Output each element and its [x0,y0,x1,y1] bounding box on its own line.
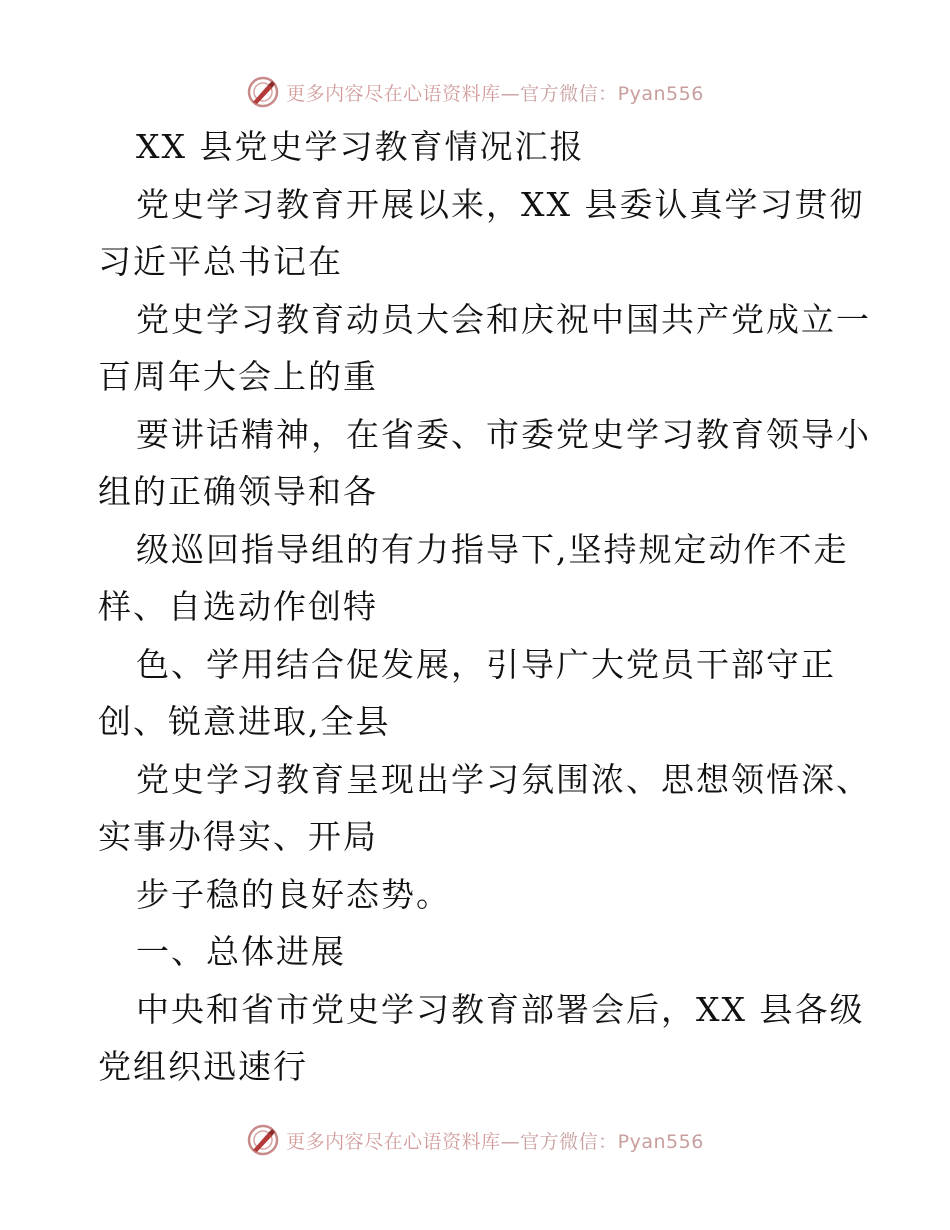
paragraph-line: 组的正确领导和各 [98,472,378,511]
watermark-contact: 官方微信：Pyan556 [520,1130,704,1153]
page-header [0,72,950,112]
document-title: XX 县党史学习教育情况汇报 [136,127,585,166]
watermark-separator: — [500,82,521,105]
watermark-brand: 更多内容尽在心语资料库 [286,1130,501,1153]
paragraph-line: 级巡回指导组的有力指导下,坚持规定动作不走 [136,529,849,569]
paragraph-line: 党史学习教育开展以来，XX 县委认真学习贯彻 [136,184,865,224]
watermark-brand: 更多内容尽在心语资料库 [286,82,501,105]
paragraph-line: 要讲话精神，在省委、市委党史学习教育领导小 [136,414,871,454]
paragraph-line: 党史学习教育呈现出学习氛围浓、思想领悟深、 [136,759,871,799]
paragraph-line: 百周年大会上的重 [98,357,378,396]
paragraph-line: 步子稳的良好态势。 [136,874,451,914]
watermark-contact: 官方微信：Pyan556 [520,82,704,105]
paragraph-line: 党史学习教育动员大会和庆祝中国共产党成立一 [136,299,871,339]
pen-logo-icon [246,75,280,109]
pen-logo-icon [246,1123,280,1157]
watermark-separator: — [500,1130,521,1153]
paragraph-line: 习近平总书记在 [98,242,343,281]
page-footer [0,1120,950,1160]
watermark-banner [246,1123,704,1157]
paragraph-line: 党组织迅速行 [98,1047,308,1086]
paragraph-line: 创、锐意进取,全县 [98,702,391,741]
section-heading: 一、总体进展 [136,932,346,971]
watermark-banner [246,75,704,109]
document-body [98,118,871,1096]
paragraph-line: 样、自选动作创特 [98,587,378,626]
paragraph-line: 实事办得实、开局 [98,817,378,856]
paragraph-line: 中央和省市党史学习教育部署会后，XX 县各级 [136,989,865,1029]
paragraph-line: 色、学用结合促发展，引导广大党员干部守正 [136,644,836,684]
